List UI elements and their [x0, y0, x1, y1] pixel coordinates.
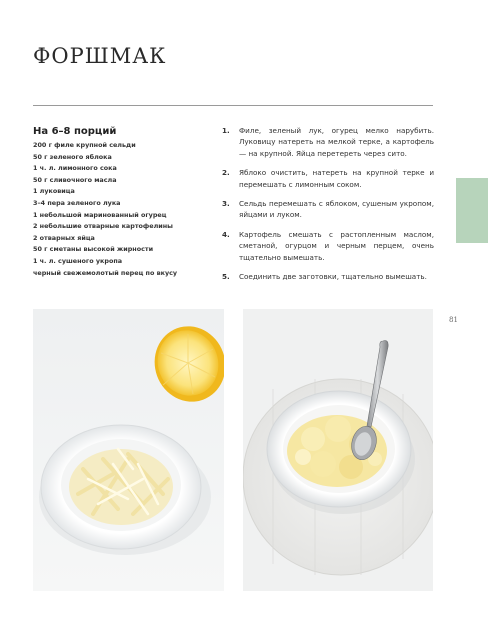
ingredient-item: 1 ч. л. сушеного укропа: [33, 256, 123, 265]
step-item: [222, 229, 434, 263]
page-title: ФОРШМАК: [33, 44, 167, 68]
ingredient-item: 50 г зеленого яблока: [33, 152, 112, 161]
step-item: [222, 271, 434, 282]
step-text: Сельдь перемешать с яблоком, сушеным укропом, яйцами и луком.: [239, 199, 434, 220]
step-text: Яблоко очистить, натереть на крупной терке и перемешать с лимонным соком.: [239, 168, 434, 189]
step-item: [222, 198, 434, 221]
step-number: 1.: [222, 126, 230, 135]
ingredient-item: 1 небольшой маринованный огурец: [33, 210, 167, 219]
ingredient-item: 1 ч. л. лимонного сока: [33, 164, 117, 173]
ingredient-item: 1 луковица: [33, 187, 75, 196]
ingredient-list: [33, 140, 213, 279]
method-steps: [222, 125, 434, 290]
servings-heading: На 6–8 порций: [33, 126, 117, 137]
step-text: Филе, зеленый лук, огурец мелко нарубить. Луковицу натереть на мелкой терке, а картофель — на крупной. Яйца перетереть через сито.: [239, 126, 434, 158]
ingredient-item: 2 отварных яйца: [33, 233, 95, 242]
step-item: [222, 167, 434, 190]
step-number: 3.: [222, 199, 230, 209]
ingredient-item: 2 небольшие отварные картофелины: [33, 222, 173, 231]
ingredient-item: 50 г сливочного масла: [33, 175, 117, 184]
step-number: 5.: [222, 272, 230, 282]
ingredient-item: черный свежемолотый перец по вкусу: [33, 268, 178, 277]
step-number: 2.: [222, 168, 230, 178]
ingredients-block: [33, 126, 213, 279]
photo-grated-apple: [33, 309, 224, 591]
step-text: Картофель смешать с растопленным маслом, сметаной, огурцом и черным перцем, очень тщательно вымешать.: [239, 229, 434, 262]
step-text: Соединить две заготовки, тщательно вымешать.: [239, 272, 427, 282]
step-item: [222, 125, 434, 159]
forshmak-illustration: [243, 309, 433, 591]
step-number: 4.: [222, 229, 230, 239]
ingredient-item: 50 г сметаны высокой жирности: [33, 245, 154, 254]
grated-apple-illustration: [33, 309, 224, 591]
chapter-tab: [456, 178, 488, 243]
ingredient-item: 3–4 пера зеленого лука: [33, 198, 121, 207]
photo-forshmak: [243, 309, 433, 591]
ingredient-item: 200 г филе крупной сельди: [33, 141, 136, 149]
page-number: 81: [449, 316, 458, 324]
title-divider: [33, 105, 433, 106]
grated-apple: [69, 449, 173, 525]
